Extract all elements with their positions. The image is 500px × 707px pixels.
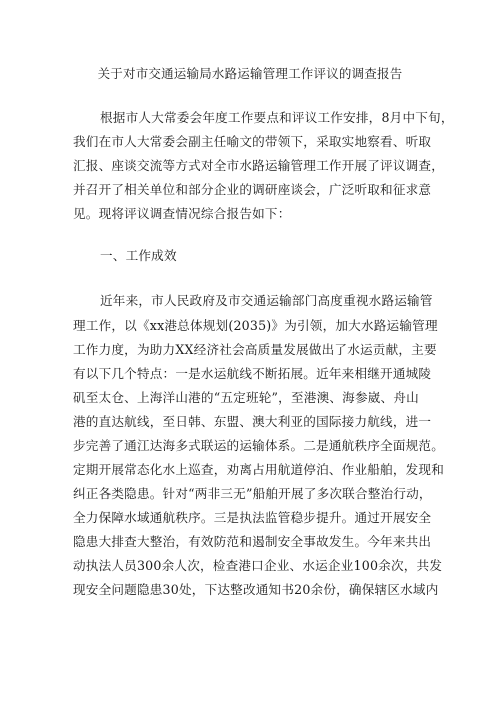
- paragraph-line: 全力保障水域通航秩序。三是执法监管稳步提升。通过开展安全: [73, 510, 432, 525]
- paragraph-line: 见。现将评议调查情况综合报告如下：: [73, 206, 291, 221]
- paragraph-line: 根据市人大常委会年度工作要点和评议工作安排，8月中下旬，: [100, 110, 454, 125]
- paragraph-line: 步完善了通江达海多式联运的运输体系。二是通航秩序全面规范。: [73, 438, 445, 453]
- paragraph-line: 汇报、座谈交流等方式对全市水路运输管理工作开展了评议调查，: [73, 158, 445, 173]
- paragraph-line: 并召开了相关单位和部分企业的调研座谈会，广泛听取和征求意: [73, 182, 432, 197]
- paragraph-line: 理工作，以《xx港总体规划(2035)》为引领，加大水路运输管理: [73, 318, 438, 333]
- paragraph-line: 现安全问题隐患30处，下达整改通知书20余份，确保辖区水域内: [73, 582, 439, 597]
- paragraph-line: 矶至太仓、上海洋山港的“五定班轮”，至港澳、海参崴、舟山: [73, 390, 419, 405]
- paragraph-line: 港的直达航线，至日韩、东盟、澳大利亚的国际接力航线，进一: [73, 414, 432, 429]
- document-title: 关于对市交通运输局水路运输管理工作评议的调查报告: [97, 66, 403, 81]
- paragraph-line: 我们在市人大常委会副主任喻文的带领下，采取实地察看、听取: [73, 134, 432, 149]
- paragraph-line: 近年来，市人民政府及市交通运输部门高度重视水路运输管: [100, 293, 433, 308]
- section-heading: 一、工作成效: [100, 248, 177, 263]
- paragraph-line: 纠正各类隐患。针对“两非三无”船舶开展了多次联合整治行动，: [73, 486, 432, 501]
- paragraph-line: 有以下几个特点：一是水运航线不断拓展。近年来相继开通城陵: [73, 366, 432, 381]
- paragraph-line: 工作力度，为助力XX经济社会高质量发展做出了水运贡献，主要: [73, 342, 437, 357]
- paragraph-line: 隐患大排查大整治，有效防范和遏制安全事故发生。今年来共出: [73, 534, 432, 549]
- paragraph-line: 定期开展常态化水上巡查，劝离占用航道停泊、作业船舶，发现和: [73, 462, 445, 477]
- paragraph-line: 动执法人员300余人次，检查港口企业、水运企业100余次，共发: [73, 558, 443, 573]
